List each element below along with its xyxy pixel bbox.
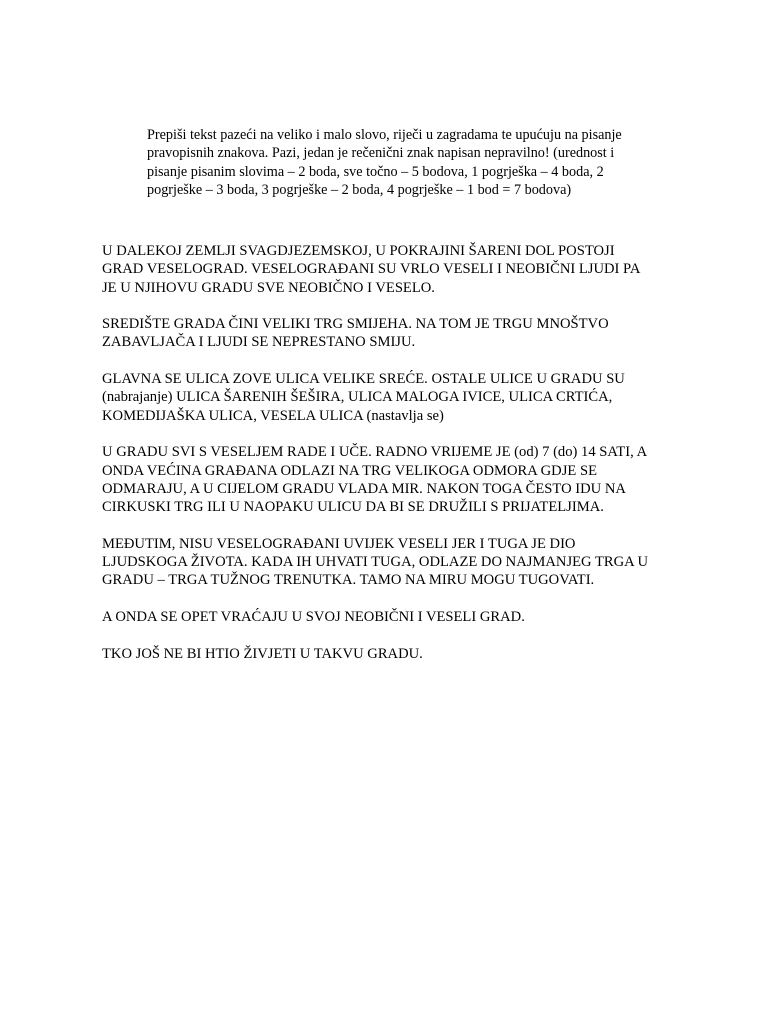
instructions-line: pravopisnih znakova. Pazi, jedan je rečenični znak napisan nepravilno! (urednost i	[147, 145, 615, 162]
text-line: A ONDA SE OPET VRAĆAJU U SVOJ NEOBIČNI I VESELI GRAD.	[102, 608, 525, 625]
text-line: ODMARAJU, A U CIJELOM GRADU VLADA MIR. NAKON TOGA ČESTO IDU NA	[102, 480, 626, 497]
instructions-line: pogrješke – 3 boda, 3 pogrješke – 2 boda, 4 pogrješke – 1 bod = 7 bodova)	[147, 182, 572, 199]
story-paragraph	[102, 370, 702, 425]
instructions-block	[147, 126, 647, 200]
text-line: U GRADU SVI S VESELJEM RADE I UČE. RADNO VRIJEME JE (od) 7 (do) 14 SATI, A	[102, 444, 648, 461]
text-line: ZABAVLJAČA I LJUDI SE NEPRESTANO SMIJU.	[102, 334, 416, 351]
story-paragraph	[102, 242, 702, 297]
text-line: LJUDSKOGA ŽIVOTA. KADA IH UHVATI TUGA, ODLAZE DO NAJMANJEG TRGA U	[102, 554, 649, 571]
story-paragraph	[102, 443, 702, 516]
story-paragraph	[102, 535, 702, 590]
story-paragraph	[102, 608, 702, 626]
text-line: SREDIŠTE GRADA ČINI VELIKI TRG SMIJEHA. NA TOM JE TRGU MNOŠTVO	[102, 316, 609, 333]
instructions-line: Prepiši tekst pazeći na veliko i malo slovo, riječi u zagradama te upućuju na pisanje	[147, 127, 622, 143]
story-paragraph	[102, 315, 702, 352]
story-text	[102, 242, 702, 681]
story-paragraph	[102, 645, 702, 663]
instructions-line: pisanje pisanim slovima – 2 boda, sve točno – 5 bodova, 1 pogrješka – 4 boda, 2	[147, 163, 604, 180]
text-line: (nabrajanje) ULICA ŠARENIH ŠEŠIRA, ULICA MALOGA IVICE, ULICA CRTIĆA,	[102, 389, 613, 406]
text-line: KOMEDIJAŠKA ULICA, VESELA ULICA (nastavlja se)	[102, 407, 444, 424]
text-line: GRADU – TRGA TUŽNOG TRENUTKA. TAMO NA MIRU MOGU TUGOVATI.	[102, 572, 595, 589]
text-line: CIRKUSKI TRG ILI U NAOPAKU ULICU DA BI SE DRUŽILI S PRIJATELJIMA.	[102, 499, 604, 516]
text-line: GRAD VESELOGRAD. VESELOGRAĐANI SU VRLO VESELI I NEOBIČNI LJUDI PA	[102, 261, 641, 278]
text-line: TKO JOŠ NE BI HTIO ŽIVJETI U TAKVU GRADU.	[102, 645, 423, 662]
text-line: JE U NJIHOVU GRADU SVE NEOBIČNO I VESELO.	[102, 279, 435, 296]
text-line: U DALEKOJ ZEMLJI SVAGDJEZEMSKOJ, U POKRAJINI ŠARENI DOL POSTOJI	[102, 243, 615, 259]
text-line: MEĐUTIM, NISU VESELOGRAĐANI UVIJEK VESELI JER I TUGA JE DIO	[102, 535, 576, 552]
text-line: ONDA VEĆINA GRAĐANA ODLAZI NA TRG VELIKOGA ODMORA GDJE SE	[102, 462, 597, 479]
text-line: GLAVNA SE ULICA ZOVE ULICA VELIKE SREĆE. OSTALE ULICE U GRADU SU	[102, 371, 625, 388]
